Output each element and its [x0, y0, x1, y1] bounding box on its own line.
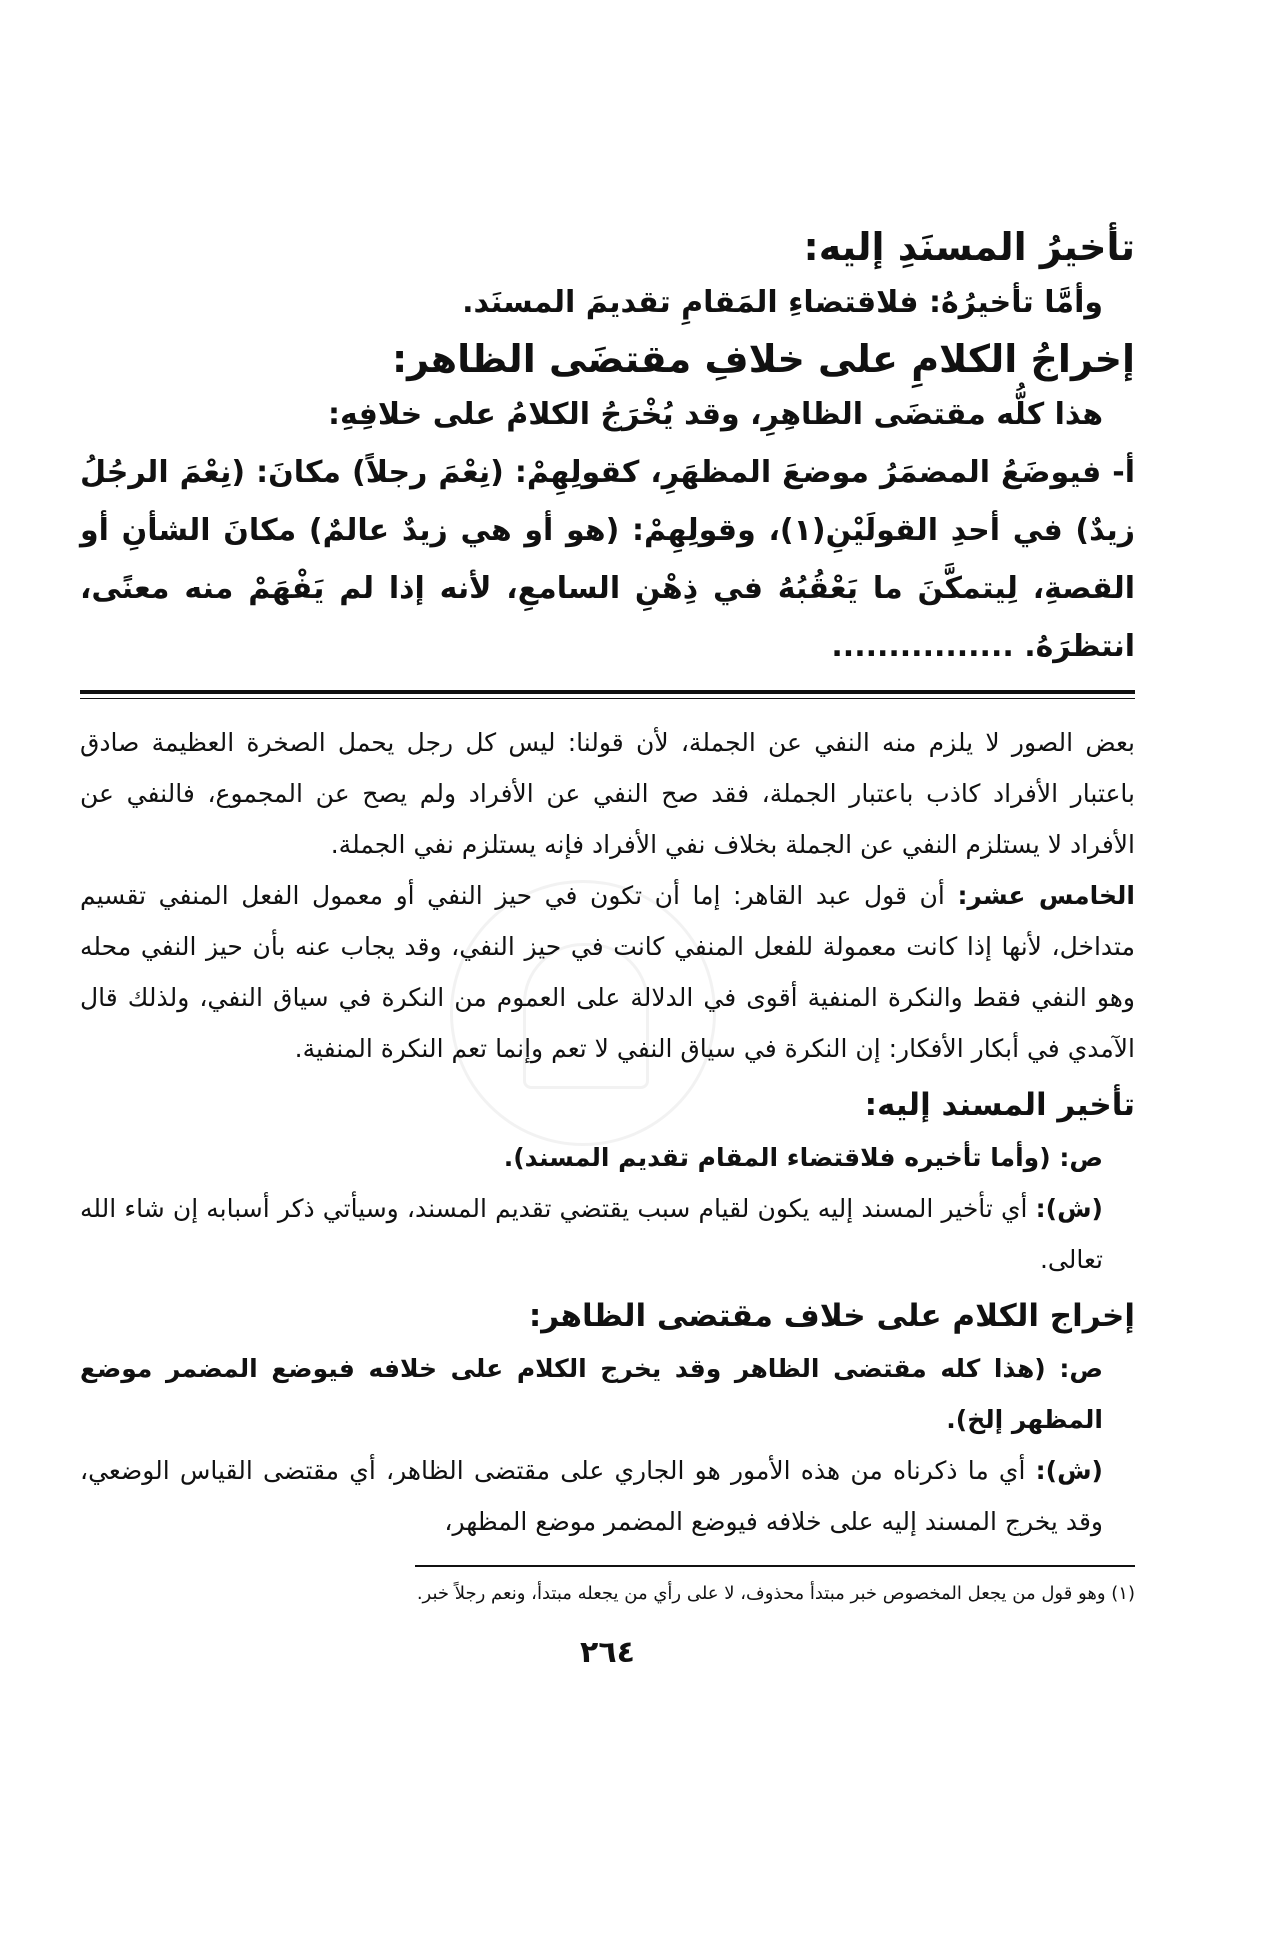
matn-paragraph	[80, 444, 1135, 676]
page-number: ٢٦٤	[580, 1635, 635, 1670]
paragraph-label: الخامس عشر:	[957, 881, 1136, 910]
matn-quote	[80, 1132, 1135, 1183]
footnote-rule	[415, 1565, 1135, 1567]
section-heading: إخراج الكلام على خلاف مقتضى الظاهر:	[528, 1298, 1135, 1334]
separator-thin	[80, 698, 1135, 699]
matn-label: ص:	[1059, 1143, 1103, 1172]
sharh-text: أي تأخير المسند إليه يكون لقيام سبب يقتضي تقديم المسند، وسيأتي ذكر أسبابه إن شاء الله تعالى.	[80, 1194, 1103, 1274]
sharh-label: (ش):	[1035, 1194, 1103, 1223]
footnote: (١) وهو قول من يجعل المخصوص خبر مبتدأ محذوف، لا على رأي من يجعله مبتدأ، ونعم رجلاً خبر.	[416, 1583, 1135, 1604]
separator-thick	[80, 690, 1135, 694]
sharh-section	[80, 717, 1135, 1547]
matn-text: أ- فيوضَعُ المضمَرُ موضعَ المظهَرِ، كقولِهِمْ: (نِعْمَ رجلاً) مكانَ: (نِعْمَ الرجُلُ زيدٌ) في أحدِ القولَيْنِ(١)، وقولِهِمْ: (هو أو هي زيدٌ عالمٌ) مكانَ الشأنِ أو القصةِ، لِيتمكَّنَ ما يَعْقُبُهُ في ذِهْنِ السامعِ، لأنه إذا لم يَفْهَمْ منه معنًى، انتظرَهُ.	[80, 455, 1135, 664]
sharh-label: (ش):	[1035, 1456, 1103, 1485]
paragraph-text: أن قول عبد القاهر: إما أن تكون في حيز النفي أو معمول الفعل المنفي تقسيم متداخل، لأنها إذا كانت معمولة للفعل المنفي كانت في حيز النفي، وقد يجاب عنه بأن حيز النفي محله وهو النفي فقط والنكرة المنفية أقوى في الدلالة على العموم من النكرة في سياق النفي، ولذلك قال الآمدي في أبكار الأفكار: إن النكرة في سياق النفي لا تعم وإنما تعم النكرة المنفية.	[80, 881, 1135, 1063]
matn-section	[80, 220, 1135, 676]
matn-label: ص:	[1059, 1354, 1103, 1383]
sharh-text: أي ما ذكرناه من هذه الأمور هو الجاري على مقتضى الظاهر، أي مقتضى القياس الوضعي، وقد يخرج المسند إليه على خلافه فيوضع المضمر موضع المظهر،	[80, 1456, 1103, 1536]
matn-line: وأمَّا تأخيرُهُ: فلاقتضاءِ المَقامِ تقديمَ المسنَد.	[462, 285, 1103, 320]
sharh-paragraph: بعض الصور لا يلزم منه النفي عن الجملة، لأن قولنا: ليس كل رجل يحمل الصخرة العظيمة صادق باعتبار الأفراد كاذب باعتبار الجملة، فقد صح النفي عن الأفراد ولم يصح عن المجموع، فالنفي عن الأفراد لا يستلزم النفي عن الجملة بخلاف نفي الأفراد فإنه يستلزم نفي الجملة.	[80, 728, 1135, 859]
section-heading: تأخيرُ المسنَدِ إليه:	[803, 225, 1135, 269]
matn-line: هذا كلُّه مقتضَى الظاهِرِ، وقد يُخْرَجُ الكلامُ على خلافِهِ:	[328, 397, 1103, 432]
matn-quote-text: (هذا كله مقتضى الظاهر وقد يخرج الكلام على خلافه فيوضع المضمر موضع المظهر إلخ).	[80, 1354, 1103, 1434]
book-page	[80, 220, 1135, 1670]
matn-quote	[80, 1343, 1135, 1445]
sharh-paragraph	[80, 1445, 1135, 1547]
section-heading: تأخير المسند إليه:	[864, 1087, 1135, 1123]
matn-quote-text: (وأما تأخيره فلاقتضاء المقام تقديم المسند).	[503, 1143, 1060, 1172]
ellipsis-dots: ................	[831, 629, 1014, 664]
sharh-paragraph	[80, 870, 1135, 1074]
sharh-paragraph	[80, 1183, 1135, 1285]
section-heading: إخراجُ الكلامِ على خلافِ مقتضَى الظاهر:	[391, 337, 1135, 381]
